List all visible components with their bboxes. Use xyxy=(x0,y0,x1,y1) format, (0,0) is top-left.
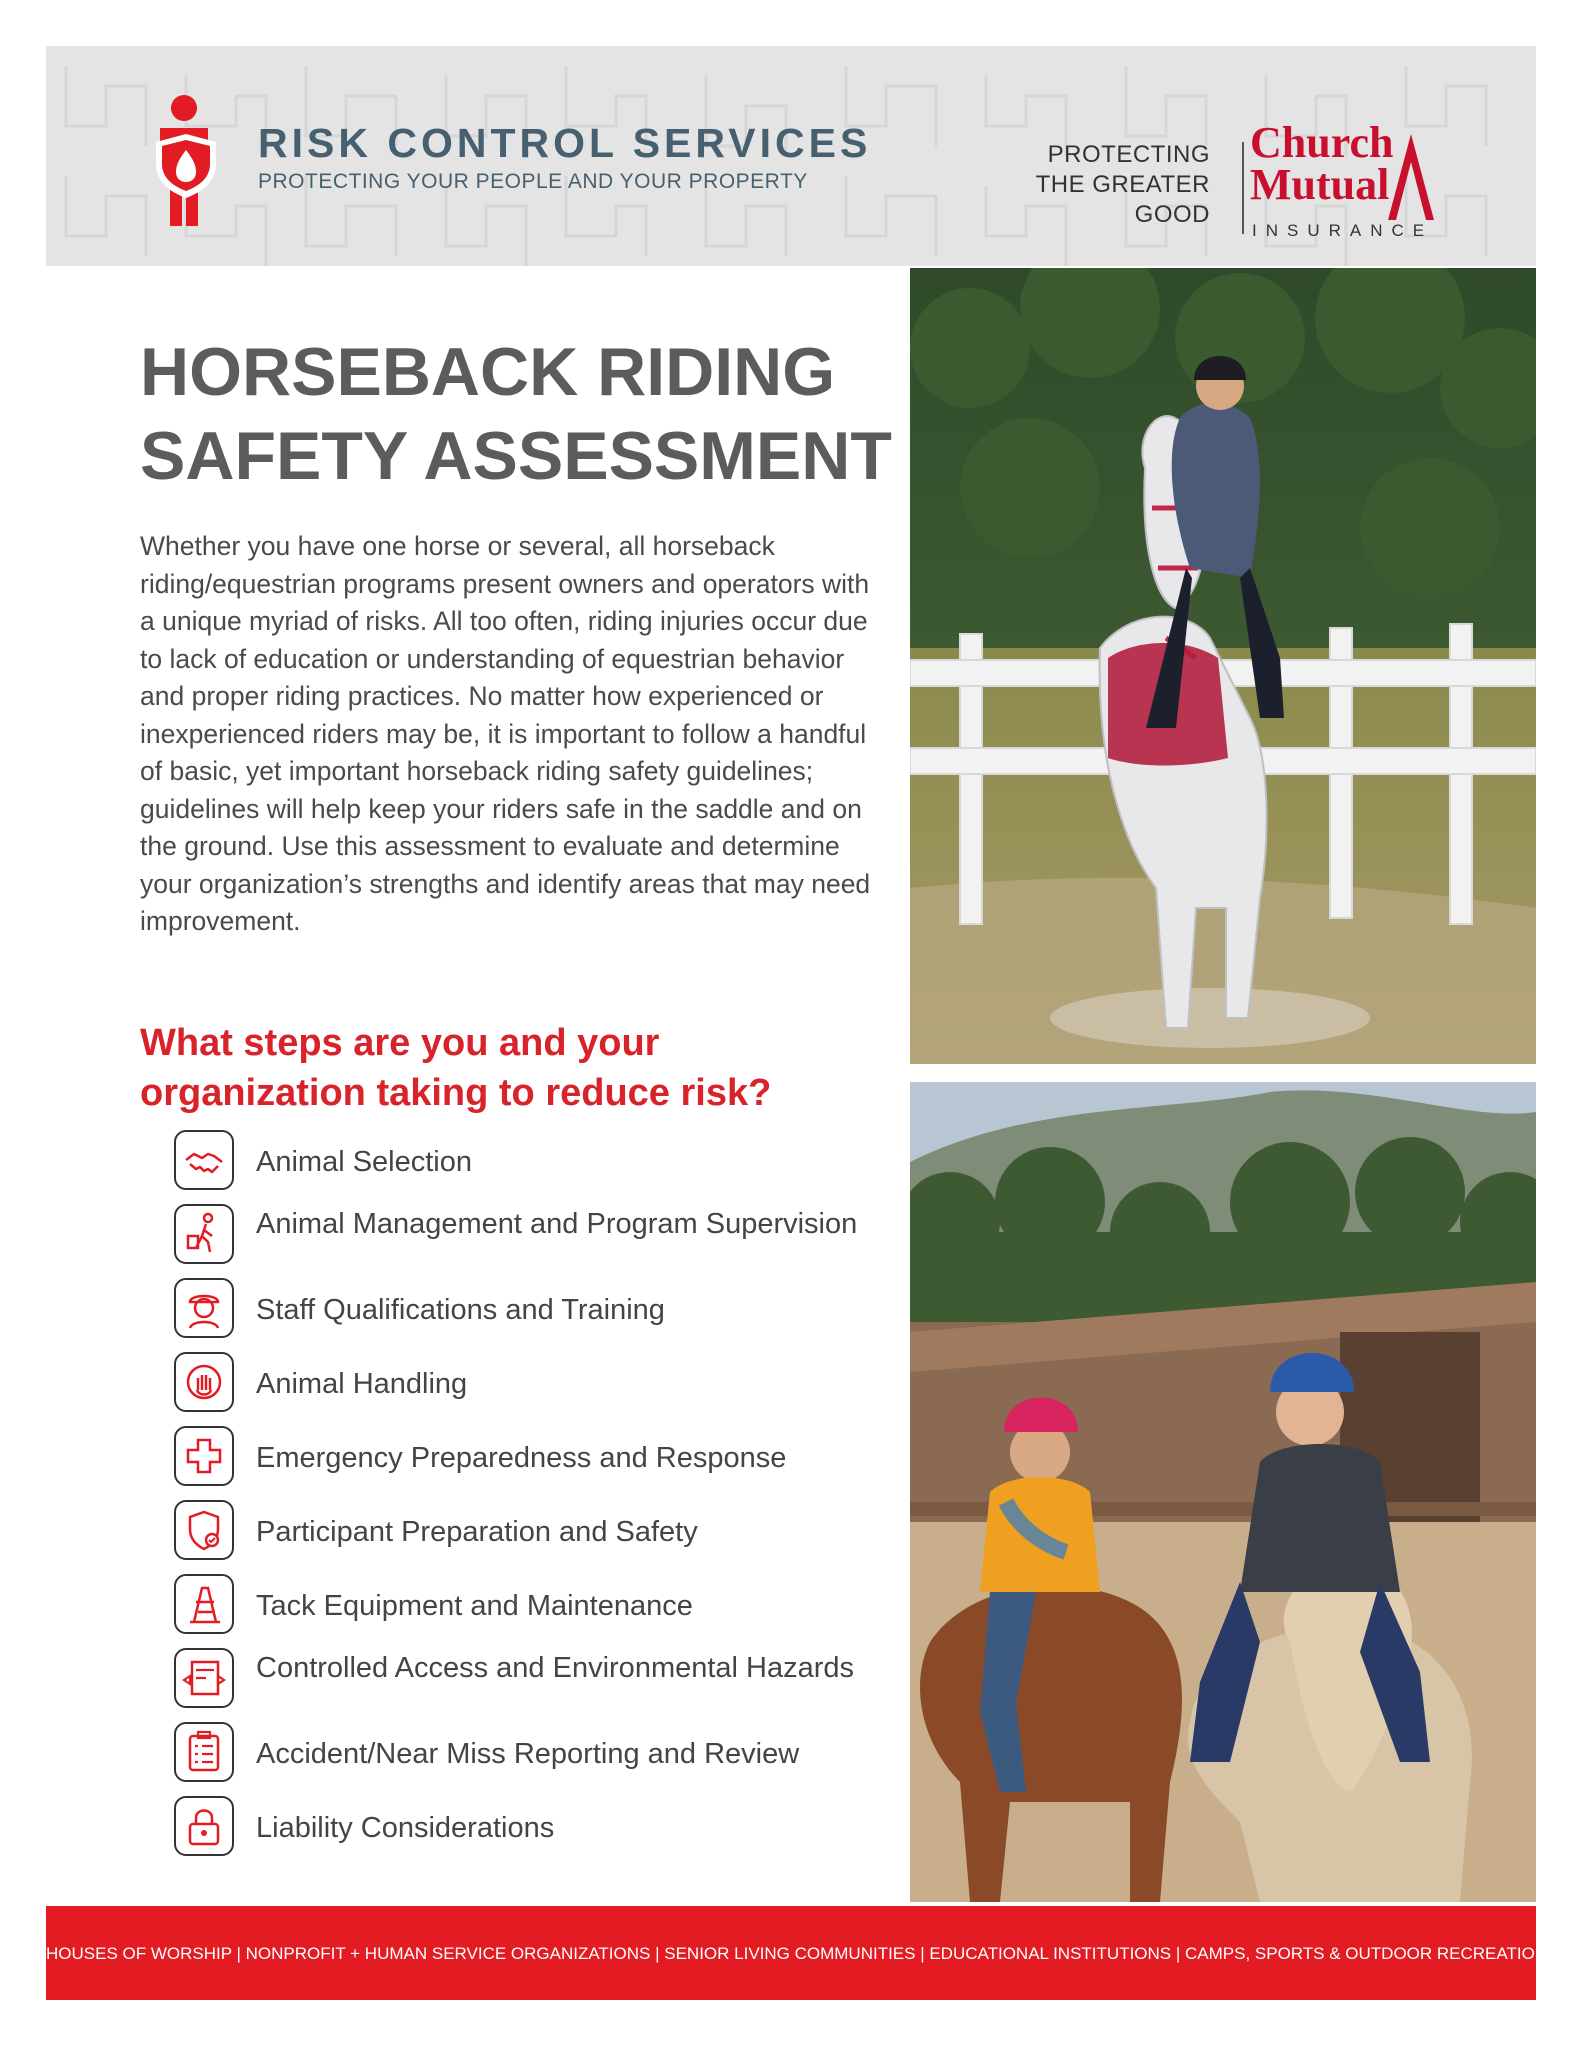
footer-text: HOUSES OF WORSHIP | NONPROFIT + HUMAN SERVICE ORGANIZATIONS | SENIOR LIVING COMMUNITIES | EDUCATIONAL INSTITUTIONS | CAMPS, SPORTS & OUTDOOR RECREATION xyxy=(46,1944,1548,1963)
rcs-title: RISK CONTROL SERVICES xyxy=(258,120,872,166)
photo-young-riders xyxy=(910,1082,1536,1902)
title-line1: HORSEBACK RIDING xyxy=(140,334,836,410)
rcs-person-shield-logo xyxy=(154,92,224,232)
photo-rider-white-horse xyxy=(910,268,1536,1064)
list-item xyxy=(174,1352,874,1416)
list-item-label: Animal Handling xyxy=(256,1368,468,1400)
shield-check-icon xyxy=(174,1500,234,1560)
title-line2: SAFETY ASSESSMENT xyxy=(140,418,892,494)
brand-line1: Church xyxy=(1250,118,1394,167)
church-mutual-logo xyxy=(1250,118,1394,209)
list-item-label: Animal Management and Program Supervision xyxy=(256,1208,858,1240)
list-item-label: Controlled Access and Environmental Hazards xyxy=(256,1652,855,1684)
list-item xyxy=(174,1500,874,1564)
list-item-label: Liability Considerations xyxy=(256,1812,555,1844)
list-item-label: Participant Preparation and Safety xyxy=(256,1516,698,1548)
list-item-label: Emergency Preparedness and Response xyxy=(256,1442,787,1474)
church-mutual-a-mark xyxy=(1386,134,1436,226)
list-item xyxy=(174,1796,874,1860)
list-item-label: Accident/Near Miss Reporting and Review xyxy=(256,1738,800,1770)
tagline-line: GOOD xyxy=(1134,201,1210,228)
brand-insurance: INSURANCE xyxy=(1252,221,1434,240)
medical-cross-icon xyxy=(174,1426,234,1486)
tagline-line: THE GREATER xyxy=(1035,171,1210,198)
tagline-line: PROTECTING xyxy=(1047,141,1210,168)
question-line1: What steps are you and your xyxy=(140,1022,660,1064)
handshake-icon xyxy=(174,1130,234,1190)
question-heading xyxy=(140,1018,880,1118)
access-gate-icon xyxy=(174,1648,234,1708)
list-item-label: Tack Equipment and Maintenance xyxy=(256,1590,693,1622)
brand-divider xyxy=(1242,142,1244,234)
list-item-label: Animal Selection xyxy=(256,1146,472,1178)
clipboard-icon xyxy=(174,1722,234,1782)
question-line2: organization taking to reduce risk? xyxy=(140,1072,772,1114)
page-title xyxy=(140,330,900,498)
list-item xyxy=(174,1204,874,1268)
brand-tagline xyxy=(1036,140,1210,230)
intro-paragraph: Whether you have one horse or several, all horseback riding/equestrian programs present owners and operators with a unique myriad of risks. All too often, riding injuries occur due to lack of education or understanding of equestrian behavior and proper riding practices. No matter how experienced or inexperienced riders may be, it is important to follow a handful of basic, yet important horseback riding safety guidelines; guidelines will help keep your riders safe in the saddle and on the ground. Use this assessment to evaluate and determine your organization’s strengths and identify areas that may need improvement. xyxy=(140,531,871,936)
walking-person-icon xyxy=(174,1204,234,1264)
hand-stop-icon xyxy=(174,1352,234,1412)
list-item xyxy=(174,1278,874,1342)
brand-line2: Mutual xyxy=(1250,160,1390,209)
list-item-label: Staff Qualifications and Training xyxy=(256,1294,665,1326)
staff-person-icon xyxy=(174,1278,234,1338)
padlock-icon xyxy=(174,1796,234,1856)
list-item xyxy=(174,1574,874,1638)
list-item xyxy=(174,1130,874,1194)
caution-sign-icon xyxy=(174,1574,234,1634)
header-band xyxy=(46,46,1536,266)
list-item xyxy=(174,1426,874,1490)
rcs-subtitle: PROTECTING YOUR PEOPLE AND YOUR PROPERTY xyxy=(258,170,808,193)
footer-band xyxy=(46,1906,1548,2000)
list-item xyxy=(174,1648,874,1712)
list-item xyxy=(174,1722,874,1786)
